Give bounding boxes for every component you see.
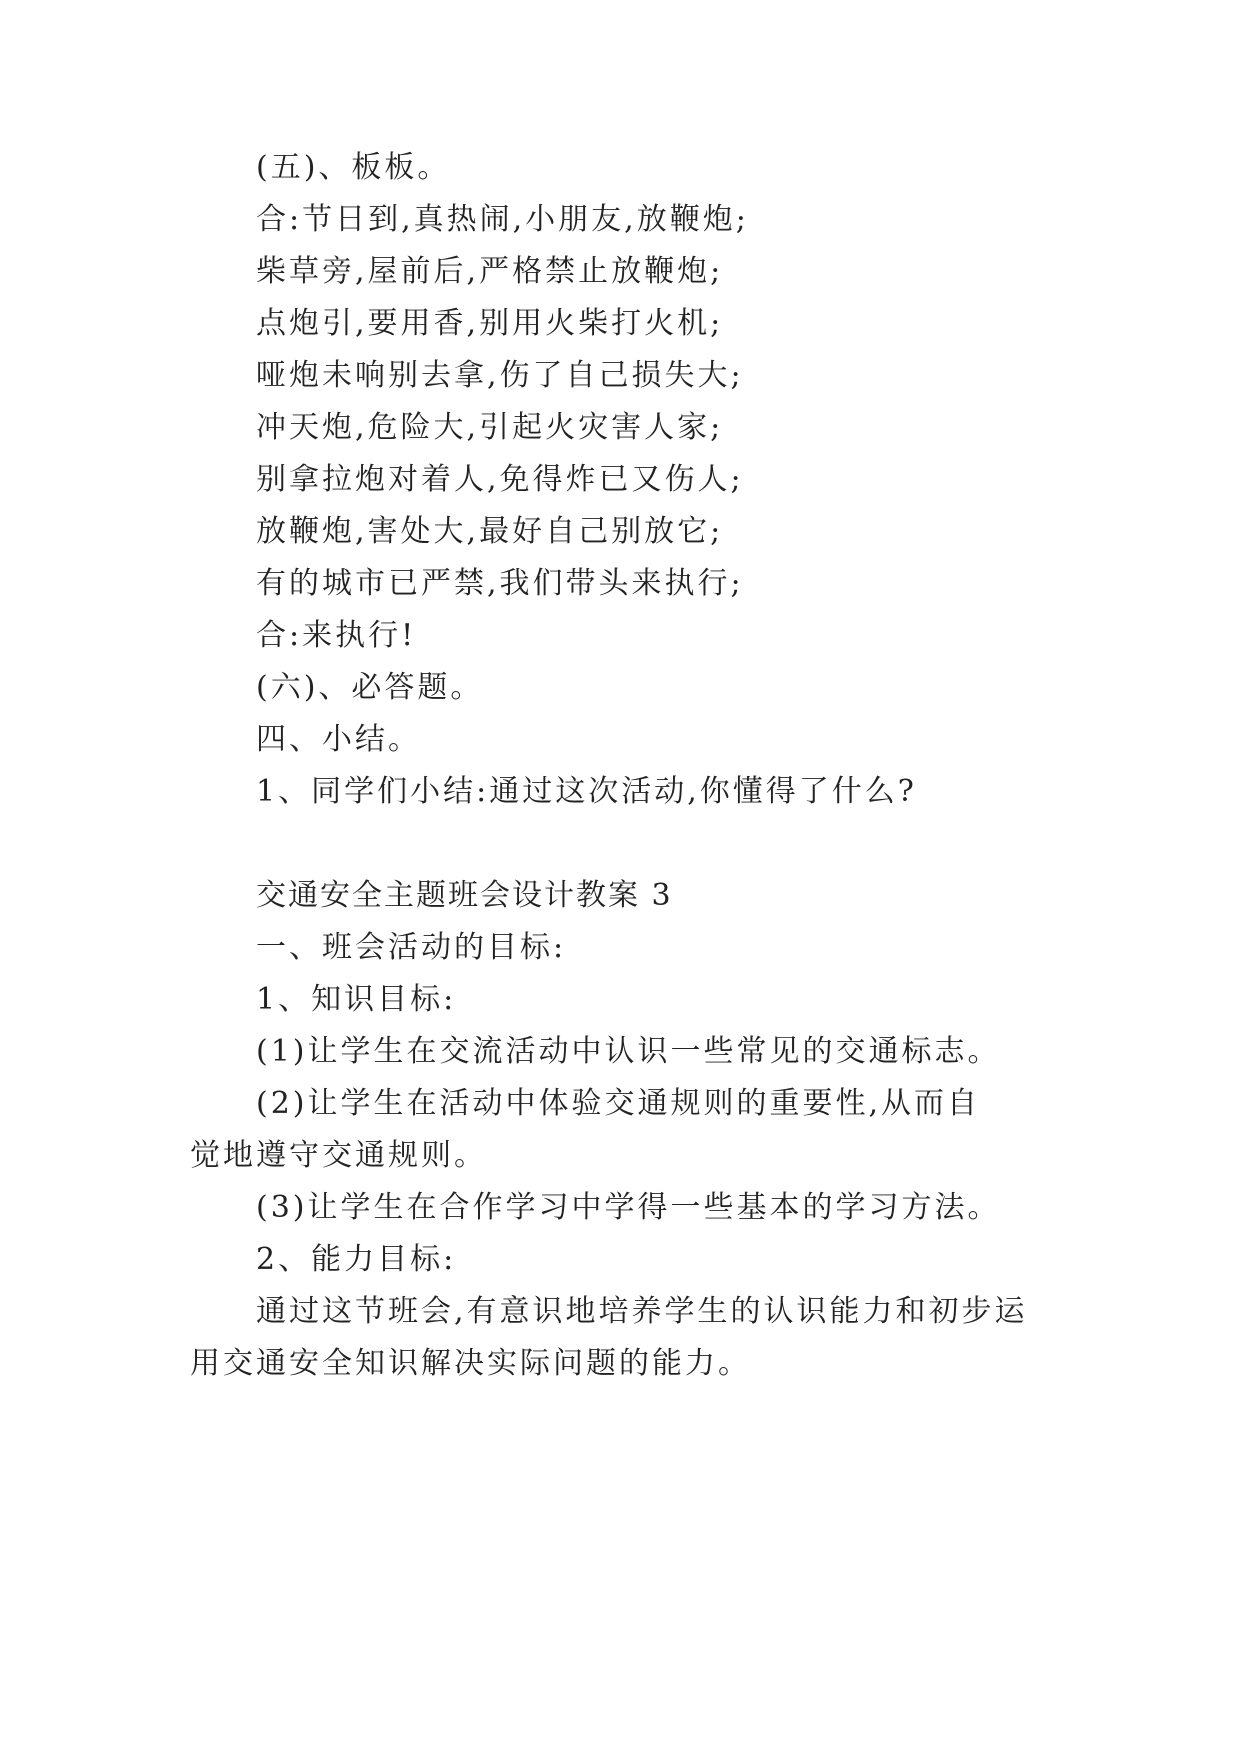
poem-line: 冲天炮,危险大,引起火灾害人家; <box>256 410 724 445</box>
summary-item: 1、同学们小结:通过这次活动,你懂得了什么? <box>256 774 917 809</box>
poem-line: 点炮引,要用香,别用火柴打火机; <box>256 306 724 341</box>
section-heading-six: (六)、必答题。 <box>256 670 484 705</box>
paragraph-continuation: 用交通安全知识解决实际问题的能力。 <box>190 1346 751 1381</box>
poem-line: 放鞭炮,害处大,最好自己别放它; <box>256 514 724 549</box>
goal-item-continuation: 觉地遵守交通规则。 <box>190 1138 487 1173</box>
poem-line: 哑炮未响别去拿,伤了自己损失大; <box>256 358 744 393</box>
section-heading-five: (五)、板板。 <box>256 150 451 185</box>
poem-line: 合:节日到,真热闹,小朋友,放鞭炮; <box>256 202 749 237</box>
document-title: 交通安全主题班会设计教案 3 <box>256 878 673 913</box>
poem-line: 合:来执行! <box>256 618 417 653</box>
paragraph: 通过这节班会,有意识地培养学生的认识能力和初步运 <box>256 1294 1028 1329</box>
poem-line: 有的城市已严禁,我们带头来执行; <box>256 566 744 601</box>
poem-line: 别拿拉炮对着人,免得炸已又伤人; <box>256 462 744 497</box>
goal-item: (3)让学生在合作学习中学得一些基本的学习方法。 <box>256 1190 1001 1225</box>
section-heading-summary: 四、小结。 <box>256 722 421 757</box>
poem-line: 柴草旁,屋前后,严格禁止放鞭炮; <box>256 254 724 289</box>
subheading-ability-goal: 2、能力目标: <box>256 1242 457 1277</box>
goal-item: (1)让学生在交流活动中认识一些常见的交通标志。 <box>256 1034 1001 1069</box>
section-heading-goals: 一、班会活动的目标: <box>256 930 567 965</box>
subheading-knowledge-goal: 1、知识目标: <box>256 982 457 1017</box>
goal-item: (2)让学生在活动中体验交通规则的重要性,从而自 <box>256 1086 981 1121</box>
